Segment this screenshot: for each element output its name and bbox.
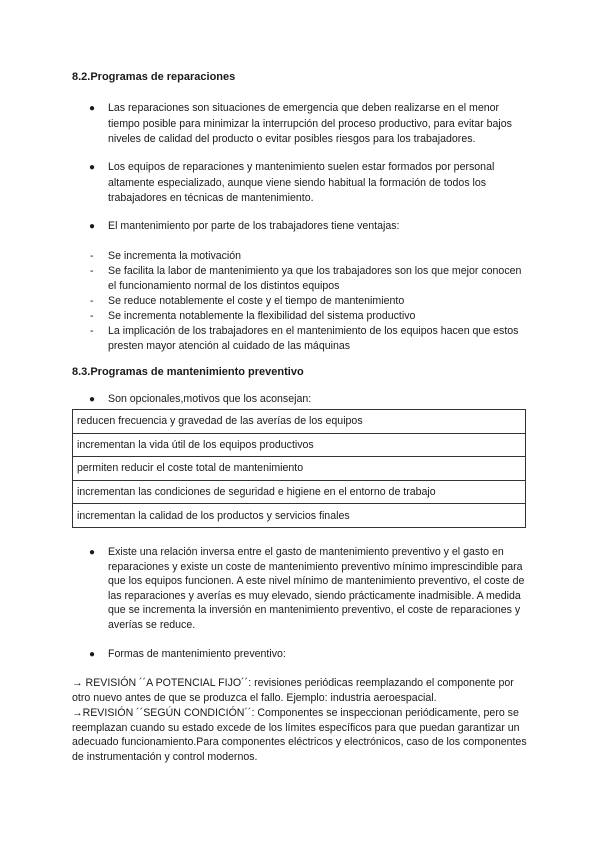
advantage-item: Se incrementa notablemente la flexibilidad del sistema productivo xyxy=(108,310,416,322)
bullet-dot: ● xyxy=(89,103,96,114)
bullet-dot: ● xyxy=(89,221,96,232)
reason-cell: incrementan la calidad de los productos y servicios finales xyxy=(73,504,526,528)
dash-marker: - xyxy=(90,250,94,262)
optional-reasons-intro: Son opcionales,motivos que los aconsejan: xyxy=(108,393,312,405)
table-row xyxy=(73,480,526,504)
bullet-dot: ● xyxy=(89,649,96,660)
preventive-forms-intro: Formas de mantenimiento preventivo: xyxy=(108,648,286,660)
table-row xyxy=(73,433,526,457)
reason-cell: incrementan la vida útil de los equipos productivos xyxy=(73,433,526,457)
dash-marker: - xyxy=(90,325,94,337)
maintenance-teams-paragraph: Los equipos de reparaciones y mantenimiento suelen estar formados por personal altamente especializado, aunque viene siendo habitual la formación de todos los trabajadores en técnicas de mantenimiento. xyxy=(108,161,495,204)
table-row xyxy=(73,457,526,481)
worker-advantages-intro: El mantenimiento por parte de los trabajadores tiene ventajas: xyxy=(108,220,400,232)
dash-marker: - xyxy=(90,295,94,307)
advantage-item: La implicación de los trabajadores en el mantenimiento de los equipos hacen que estos presten mayor atención al cuidado de las máquinas xyxy=(108,325,519,352)
table-row xyxy=(73,410,526,434)
bullet-dot: ● xyxy=(89,162,96,173)
fixed-potential-revision: → REVISIÓN ´´A POTENCIAL FIJO´´: revisiones periódicas reemplazando el componente por otro nuevo antes de que se produzca el fallo. Ejemplo: industria aeroespacial. xyxy=(72,677,514,704)
dash-marker: - xyxy=(90,265,94,277)
section-8-2-title: 8.2.Programas de reparaciones xyxy=(72,71,236,83)
advantage-item: Se facilita la labor de mantenimiento ya que los trabajadores son los que mejor conocen el funcionamiento normal de los distintos equipos xyxy=(108,265,522,292)
inverse-relation-paragraph: Existe una relación inversa entre el gasto de mantenimiento preventivo y el gasto en reparaciones y existe un coste de mantenimiento preventivo mínimo imprescindible para que los equipos funcionen. A este nivel mínimo de mantenimiento preventivo, el coste de las reparaciones y averías es muy elevado, siendo prácticamente inadmisible. A medida que se incrementa la inversión en mantenimiento preventivo, el coste de reparaciones y averías se reduce. xyxy=(108,546,525,631)
advantage-item: Se incrementa la motivación xyxy=(108,250,242,262)
bullet-dot: ● xyxy=(89,547,96,558)
advantage-item: Se reduce notablemente el coste y el tiempo de mantenimiento xyxy=(108,295,405,307)
reasons-table xyxy=(72,409,526,528)
bullet-dot: ● xyxy=(89,394,96,405)
table-row xyxy=(73,504,526,528)
reason-cell: permiten reducir el coste total de mantenimiento xyxy=(73,457,526,481)
dash-marker: - xyxy=(90,310,94,322)
section-8-3-title: 8.3.Programas de mantenimiento preventivo xyxy=(72,366,304,378)
reason-cell: reducen frecuencia y gravedad de las averías de los equipos xyxy=(73,410,526,434)
condition-based-revision: →REVISIÓN ´´SEGÚN CONDICIÓN´´: Componentes se inspeccionan periódicamente, pero se reemplazan cuando su estado excede de los límites específicos para que puedan garantizar un adecuado funcionamiento.Para componentes eléctricos y electrónicos, caso de los componentes de instrumentación y control modernos. xyxy=(72,707,527,763)
repairs-emergency-paragraph: Las reparaciones son situaciones de emergencia que deben realizarse en el menor tiempo posible para minimizar la interrupción del proceso productivo, para evitar bajos niveles de calidad del producto o evitar posibles riesgos para los trabajadores. xyxy=(108,102,512,145)
reason-cell: incrementan las condiciones de seguridad e higiene en el entorno de trabajo xyxy=(73,480,526,504)
